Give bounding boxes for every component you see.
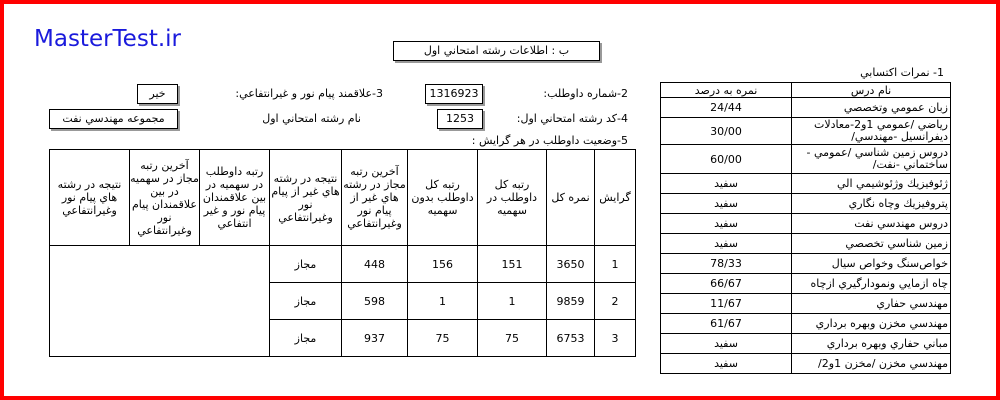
table-row xyxy=(661,294,951,314)
course-name: زمين شناسي تخصصي xyxy=(792,234,951,254)
cell: 1 xyxy=(595,246,636,283)
code-label: 4-كد رشته امتحاني اول: xyxy=(516,112,628,125)
course-name: رياضي /عمومي 1و2-معادلات ديفرانسيل -مهندسي/ xyxy=(792,118,951,145)
course-name: مباني حفاري وبهره برداري xyxy=(792,334,951,354)
table-row xyxy=(661,254,951,274)
course-name: خواص‌سنگ وخواص سيال xyxy=(792,254,951,274)
applicant-number-field: 1316923 xyxy=(425,84,483,104)
status-header: نتيجه در رشته هاي غير از پيام نور وغيرانتفاعي xyxy=(270,150,342,246)
course-score: سفيد xyxy=(661,194,792,214)
course-name: مهندسي مخزن /مخزن 1و2/ xyxy=(792,354,951,374)
status-header: رتبه كل داوطلب در سهميه xyxy=(478,150,547,246)
course-name: دروس مهندسي نفت xyxy=(792,214,951,234)
site-brand[interactable]: MasterTest.ir xyxy=(34,26,181,52)
cell: 75 xyxy=(478,320,547,357)
course-name: مهندسي حفاري xyxy=(792,294,951,314)
status-header: نتيجه در رشته هاي پيام نور وغيرانتفاعي xyxy=(50,150,130,246)
interest-label: 3-علاقمند پيام نور و غيرانتفاعي: xyxy=(235,87,383,100)
course-name: پتروفيزيك وچاه نگاري xyxy=(792,194,951,214)
cell: 1 xyxy=(408,283,478,320)
status-header: آخرين رتبه مجاز در سهميه در بين علاقمندان پيام نور وغيرانتفاعي xyxy=(130,150,200,246)
cell: 156 xyxy=(408,246,478,283)
course-score: 61/67 xyxy=(661,314,792,334)
cell: 2 xyxy=(595,283,636,320)
name-label: نام رشته امتحاني اول xyxy=(262,112,361,125)
cell: 75 xyxy=(408,320,478,357)
table-row xyxy=(661,314,951,334)
scores-header-percent: نمره به درصد xyxy=(661,83,792,98)
table-row xyxy=(661,274,951,294)
course-score: سفيد xyxy=(661,234,792,254)
cell: مجاز xyxy=(270,283,342,320)
cell: 448 xyxy=(342,246,408,283)
course-score: 11/67 xyxy=(661,294,792,314)
cell: 6753 xyxy=(547,320,595,357)
scores-section-label: 1- نمرات اكتسابي xyxy=(860,66,944,79)
course-name: ژئوفيزيك وژئوشيمي الي xyxy=(792,174,951,194)
course-score: سفيد xyxy=(661,354,792,374)
status-table xyxy=(49,149,636,357)
table-row xyxy=(661,194,951,214)
cell: 598 xyxy=(342,283,408,320)
table-row xyxy=(661,234,951,254)
cell: مجاز xyxy=(270,320,342,357)
course-score: 24/44 xyxy=(661,98,792,118)
code-field: 1253 xyxy=(437,109,483,129)
table-row xyxy=(661,334,951,354)
course-score: 60/00 xyxy=(661,145,792,174)
course-name: مهندسي مخزن وبهره برداري xyxy=(792,314,951,334)
course-score: 66/67 xyxy=(661,274,792,294)
cell: مجاز xyxy=(270,246,342,283)
course-score: 78/33 xyxy=(661,254,792,274)
status-header: رتبه داوطلب در سهميه در بين علاقمندان پيام نور و غير انتفاعي xyxy=(200,150,270,246)
course-score: سفيد xyxy=(661,214,792,234)
table-row xyxy=(661,174,951,194)
cell: 3650 xyxy=(547,246,595,283)
course-name: دروس زمين شناسي /عمومي - ساختماني -نفت/ xyxy=(792,145,951,174)
status-header-row xyxy=(50,150,636,246)
status-header: گرايش xyxy=(595,150,636,246)
cell: 151 xyxy=(478,246,547,283)
course-name: چاه ازمايي ونمودارگيري ازچاه xyxy=(792,274,951,294)
name-field: مجموعه مهندسي نفت xyxy=(49,109,178,129)
cell: 9859 xyxy=(547,283,595,320)
course-score: 30/00 xyxy=(661,118,792,145)
empty-cell xyxy=(50,246,270,357)
table-row xyxy=(661,214,951,234)
scores-header-row xyxy=(661,83,951,98)
cell: 3 xyxy=(595,320,636,357)
section-title: ب : اطلاعات رشته امتحاني اول xyxy=(393,41,600,61)
cell: 937 xyxy=(342,320,408,357)
status-label: 5-وضعيت داوطلب در هر گرايش : xyxy=(471,134,628,147)
status-header: رتبه كل داوطلب بدون سهميه xyxy=(408,150,478,246)
table-row xyxy=(50,246,636,283)
cell: 1 xyxy=(478,283,547,320)
course-score: سفيد xyxy=(661,174,792,194)
course-score: سفيد xyxy=(661,334,792,354)
scores-header-course: نام درس xyxy=(792,83,951,98)
status-header: نمره كل xyxy=(547,150,595,246)
interest-field: خير xyxy=(137,84,178,104)
table-row xyxy=(661,118,951,145)
course-name: زبان عمومي وتخصصي xyxy=(792,98,951,118)
scores-table xyxy=(660,82,951,374)
table-row xyxy=(661,98,951,118)
applicant-number-label: 2-شماره داوطلب: xyxy=(543,87,628,100)
table-row xyxy=(661,354,951,374)
table-row xyxy=(661,145,951,174)
status-header: آخرين رتبه مجاز در رشته هاي غير از پيام نور وغيرانتفاعي xyxy=(342,150,408,246)
